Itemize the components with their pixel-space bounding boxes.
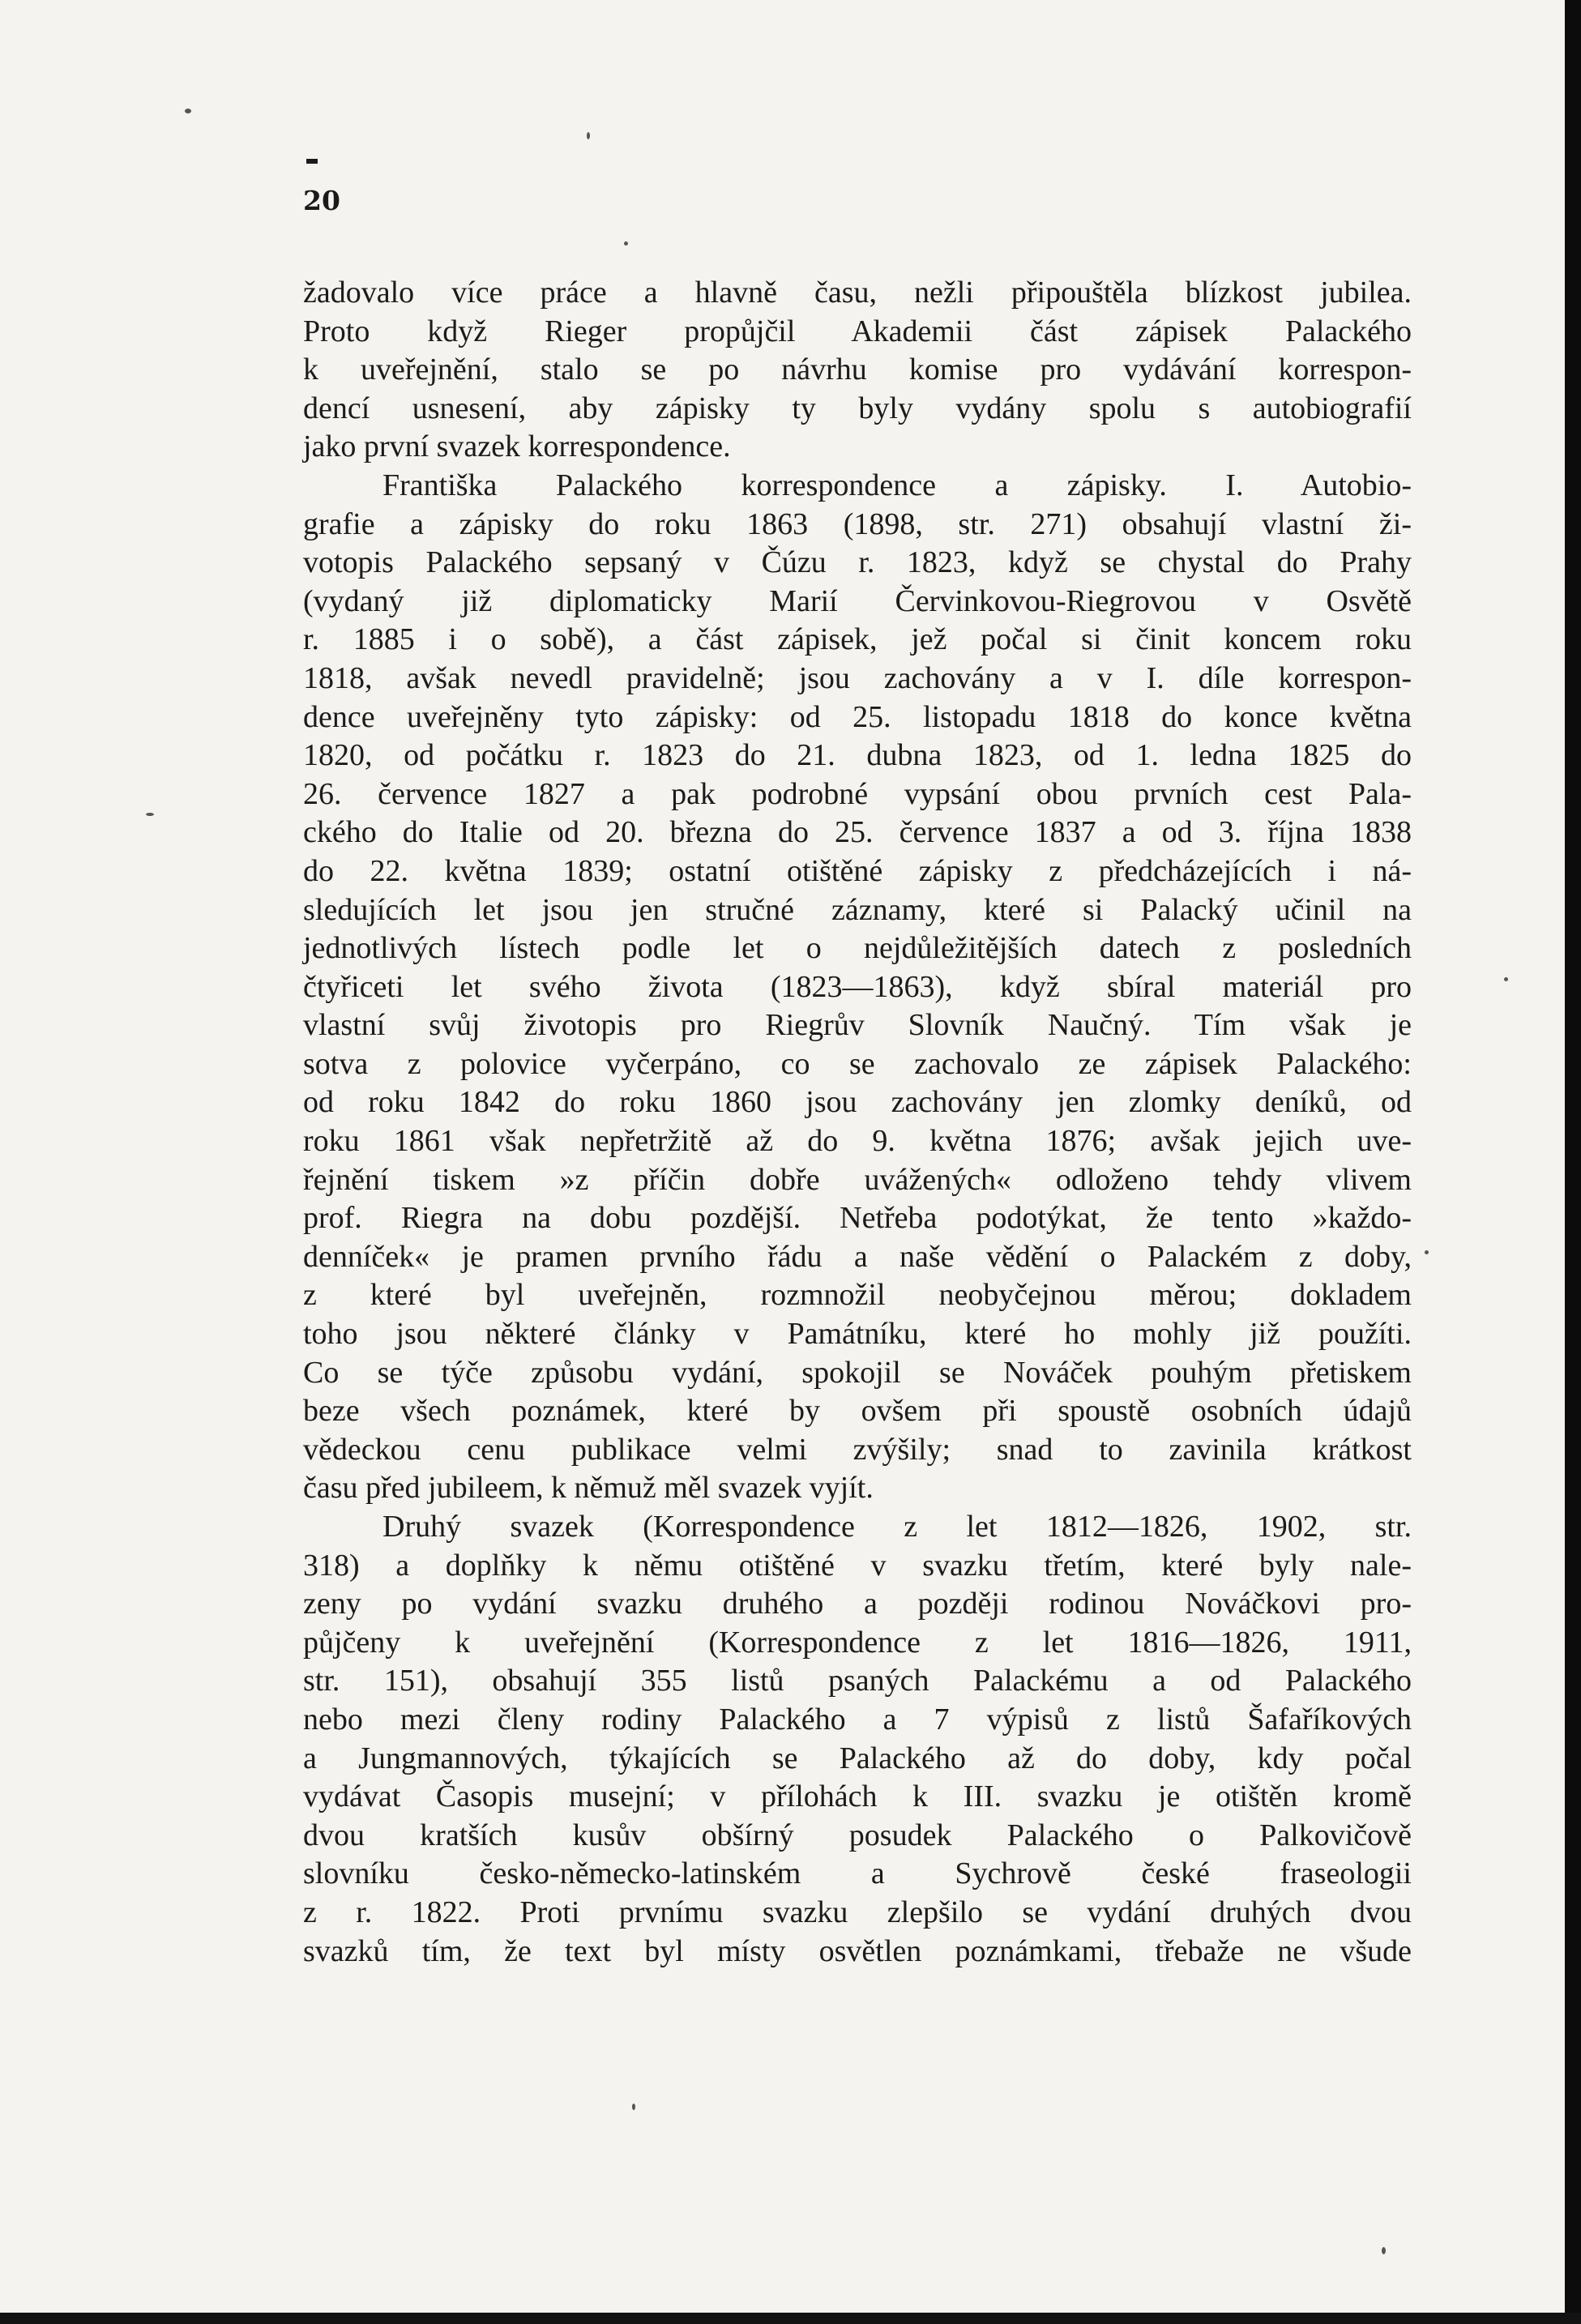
dust-speck — [624, 241, 628, 246]
text-line: 26. července 1827 a pak podrobné vypsání obou prvních cest Pala- — [303, 776, 1412, 811]
body-text — [303, 274, 1412, 1971]
dust-speck — [632, 2104, 635, 2110]
text-line: str. 151), obsahují 355 listů psaných Palackému a od Palackého — [303, 1664, 1412, 1698]
text-line: sotva z polovice vyčerpáno, co se zachovalo ze zápisek Palackého: — [303, 1046, 1412, 1081]
text-line: slovníku česko-německo-latinském a Sychrově české fraseologii — [303, 1856, 1412, 1891]
dash-mark — [306, 159, 318, 164]
text-line: Františka Palackého korrespondence a zápisky. I. Autobio- — [382, 468, 1412, 502]
dust-speck — [587, 132, 590, 139]
text-line: řejnění tiskem »z příčin dobře uvážených« odloženo tehdy vlivem — [303, 1162, 1412, 1197]
text-line: (vydaný již diplomaticky Marií Červinkovou-Riegrovou v Osvětě — [303, 583, 1412, 618]
text-line: beze všech poznámek, které by ovšem při spoustě osobních údajů — [303, 1394, 1412, 1429]
text-line: roku 1861 však nepřetržitě až do 9. května 1876; avšak jejich uve- — [303, 1124, 1412, 1159]
text-line: toho jsou některé články v Památníku, které ho mohly již použíti. — [303, 1317, 1412, 1352]
text-line: čtyřiceti let svého života (1823—1863), když sbíral materiál pro — [303, 969, 1412, 1004]
dust-speck — [1504, 977, 1508, 981]
text-line: ckého do Italie od 20. března do 25. července 1837 a od 3. října 1838 — [303, 815, 1412, 850]
dust-speck — [146, 813, 154, 816]
text-line: Druhý svazek (Korrespondence z let 1812—1826, 1902, str. — [382, 1510, 1412, 1544]
text-line: 1820, od počátku r. 1823 do 21. dubna 1823, od 1. ledna 1825 do — [303, 738, 1412, 773]
text-line: do 22. května 1839; ostatní otištěné zápisky z předcházejících i ná- — [303, 853, 1412, 888]
text-line: Co se týče způsobu vydání, spokojil se Nováček pouhým přetiskem — [303, 1355, 1412, 1390]
text-line: vydávat Časopis musejní; v přílohách k III. svazku je otištěn kromě — [303, 1779, 1412, 1814]
text-line: grafie a zápisky do roku 1863 (1898, str. 271) obsahují vlastní ži- — [303, 506, 1412, 541]
page-number: 20 — [303, 185, 340, 216]
text-line: z r. 1822. Proti prvnímu svazku zlepšilo se vydání druhých dvou — [303, 1895, 1412, 1929]
text-line: žadovalo více práce a hlavně času, nežli připouštěla blízkost jubilea. — [303, 276, 1412, 310]
text-line: času před jubileem, k němuž měl svazek vyjít. — [303, 1471, 874, 1506]
text-line: dencí usnesení, aby zápisky ty byly vydány spolu s autobiografií — [303, 391, 1412, 425]
text-line: prof. Riegra na dobu pozdější. Netřeba podotýkat, že tento »každo- — [303, 1201, 1412, 1236]
scan-border-right — [1565, 0, 1581, 2324]
text-line: dence uveřejněny tyto zápisky: od 25. listopadu 1818 do konce května — [303, 699, 1412, 734]
text-line: jednotlivých lístech podle let o nejdůležitějších datech z posledních — [303, 931, 1412, 966]
text-line: vědeckou cenu publikace velmi zvýšily; snad to zavinila krátkost — [303, 1432, 1412, 1467]
text-line: vlastní svůj životopis pro Riegrův Slovník Naučný. Tím však je — [303, 1008, 1412, 1043]
text-line: nebo mezi členy rodiny Palackého a 7 výpisů z listů Šafaříkových — [303, 1702, 1412, 1737]
dust-speck — [1425, 1250, 1429, 1254]
dust-speck — [1382, 2247, 1386, 2254]
text-line: z které byl uveřejněn, rozmnožil neobyčejnou měrou; dokladem — [303, 1278, 1412, 1313]
text-line: půjčeny k uveřejnění (Korrespondence z let 1816—1826, 1911, — [303, 1625, 1412, 1660]
text-line: r. 1885 i o sobě), a část zápisek, jež počal si činit koncem roku — [303, 622, 1412, 657]
text-line: denníček« je pramen prvního řádu a naše vědění o Palackém z doby, — [303, 1239, 1412, 1274]
text-line: svazků tím, že text byl místy osvětlen poznámkami, třebaže ne všude — [303, 1933, 1412, 1968]
text-line: a Jungmannových, týkajících se Palackého až do doby, kdy počal — [303, 1741, 1412, 1775]
text-line: jako první svazek korrespondence. — [303, 429, 731, 464]
text-line: zeny po vydání svazku druhého a později rodinou Nováčkovi pro- — [303, 1587, 1412, 1621]
text-line: votopis Palackého sepsaný v Čúzu r. 1823, když se chystal do Prahy — [303, 545, 1412, 580]
text-line: k uveřejnění, stalo se po návrhu komise pro vydávání korrespon- — [303, 352, 1412, 387]
text-line: sledujících let jsou jen stručné záznamy, které si Palacký učinil na — [303, 892, 1412, 927]
scan-border-bottom — [0, 2313, 1581, 2324]
text-line: Proto když Rieger propůjčil Akademii část zápisek Palackého — [303, 314, 1412, 348]
text-line: od roku 1842 do roku 1860 jsou zachovány jen zlomky deníků, od — [303, 1085, 1412, 1120]
text-line: 1818, avšak nevedl pravidelně; jsou zachovány a v I. díle korrespon- — [303, 660, 1412, 695]
dust-speck — [185, 109, 191, 113]
text-line: dvou kratších kusův obšírný posudek Palackého o Palkovičově — [303, 1818, 1412, 1852]
text-line: 318) a doplňky k němu otištěné v svazku třetím, které byly nale- — [303, 1548, 1412, 1583]
